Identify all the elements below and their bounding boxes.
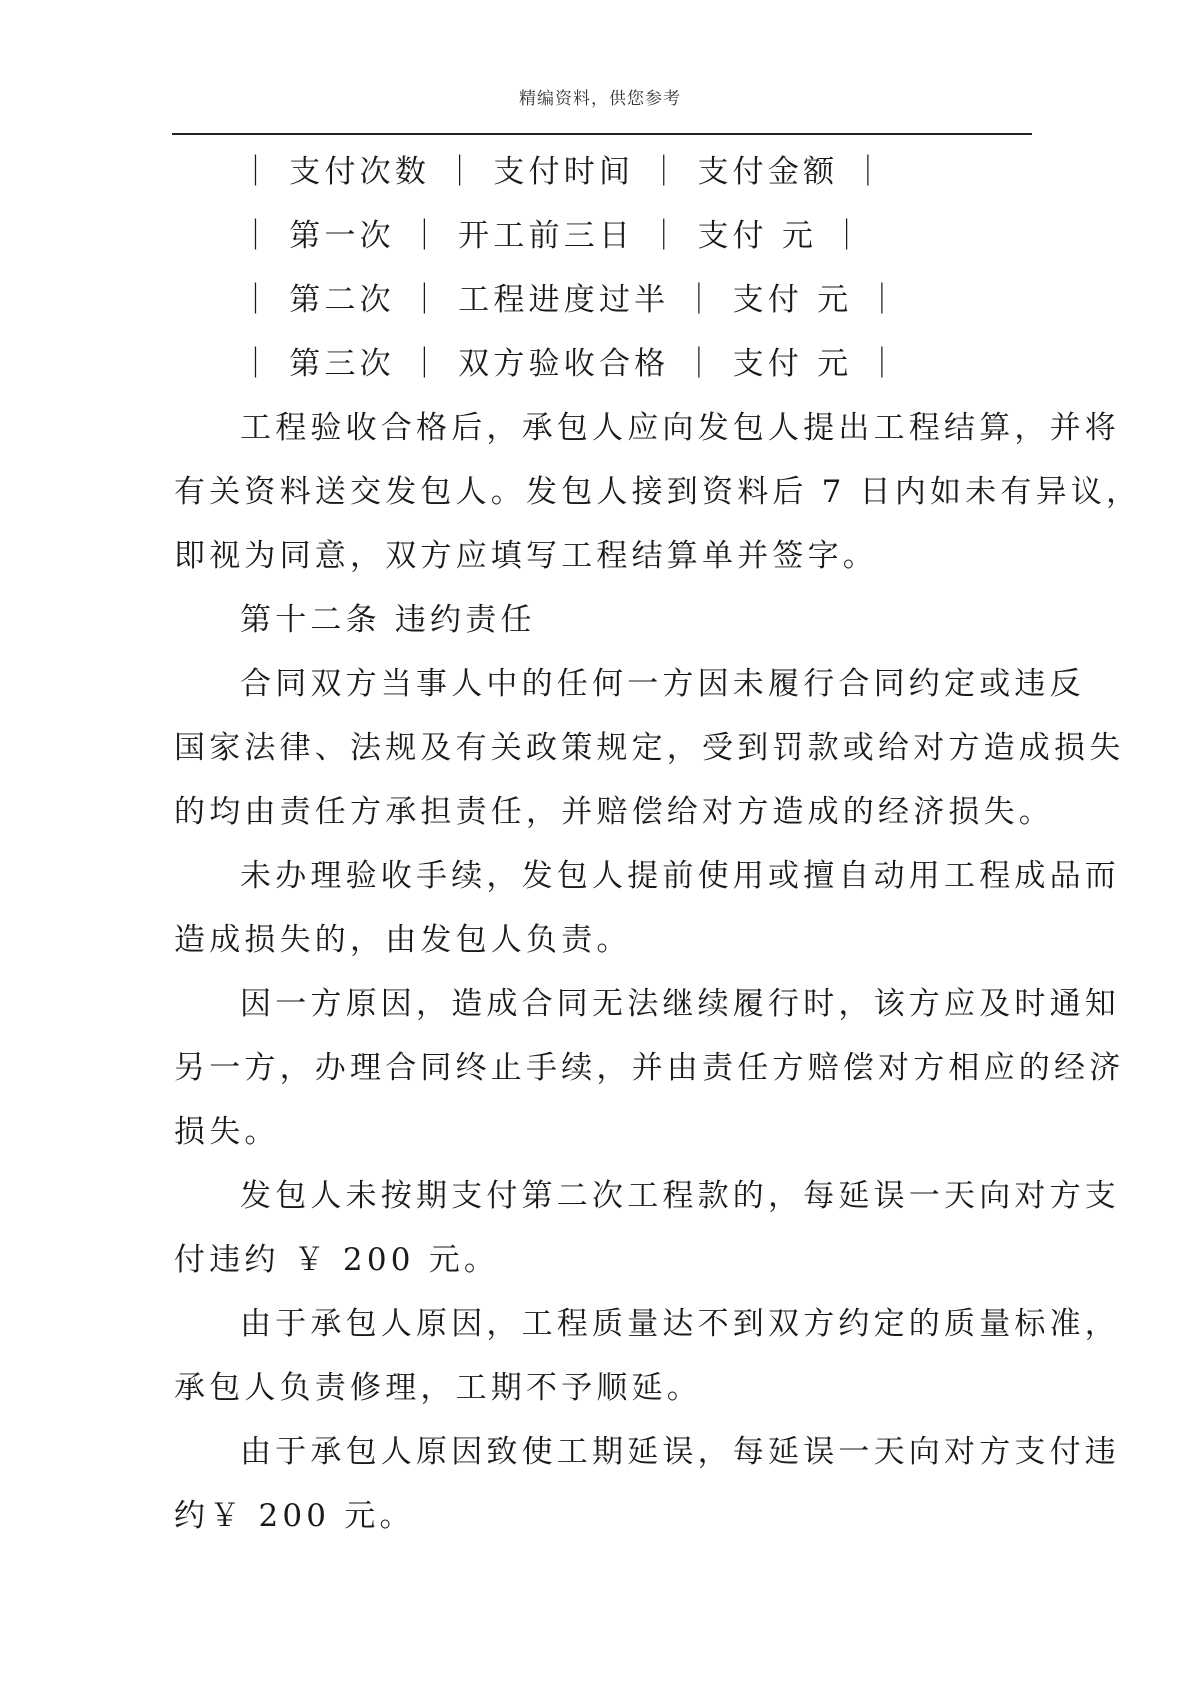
paragraph-line: 损失。 — [174, 1114, 280, 1150]
paragraph-unaccepted-use — [174, 844, 1120, 972]
paragraph-termination — [174, 972, 1125, 1164]
payment-table-row-third: ｜ 第三次 ｜ 双方验收合格 ｜ 支付 元 ｜ — [240, 346, 902, 382]
paragraph-line: 发包人未按期支付第二次工程款的，每延误一天向对方支 — [240, 1178, 1120, 1214]
paragraph-line: 即视为同意，双方应填写工程结算单并签字。 — [174, 538, 878, 574]
payment-table-header-row: ｜ 支付次数 ｜ 支付时间 ｜ 支付金额 ｜ — [240, 154, 888, 190]
paragraph-line: 的均由责任方承担责任，并赔偿给对方造成的经济损失。 — [174, 794, 1054, 830]
paragraph-delay — [174, 1420, 1120, 1548]
paragraph-line: 约￥ 200 元。 — [174, 1498, 415, 1534]
paragraph-line: 由于承包人原因致使工期延误，每延误一天向对方支付违 — [240, 1434, 1120, 1470]
paragraph-quality — [174, 1292, 1120, 1420]
header-divider — [172, 133, 1032, 135]
payment-table-row-first: ｜ 第一次 ｜ 开工前三日 ｜ 支付 元 ｜ — [240, 218, 867, 254]
section-heading: 第十二条 违约责任 — [240, 602, 536, 638]
paragraph-line: 工程验收合格后，承包人应向发包人提出工程结算，并将 — [240, 410, 1120, 446]
paragraph-line: 有关资料送交发包人。发包人接到资料后 7 日内如未有异议， — [174, 474, 1142, 510]
paragraph-line: 付违约 ￥ 200 元。 — [174, 1242, 500, 1278]
paragraph-line: 另一方，办理合同终止手续，并由责任方赔偿对方相应的经济 — [174, 1050, 1125, 1086]
page-header: 精编资料，供您参考 — [519, 89, 681, 109]
paragraph-late-payment — [174, 1164, 1120, 1292]
article-heading-breach — [174, 588, 1038, 652]
paragraph-liability — [174, 652, 1125, 844]
document-body — [174, 140, 1142, 1548]
payment-table-row-second: ｜ 第二次 ｜ 工程进度过半 ｜ 支付 元 ｜ — [240, 282, 902, 318]
paragraph-line: 国家法律、法规及有关政策规定，受到罚款或给对方造成损失 — [174, 730, 1125, 766]
paragraph-line: 由于承包人原因，工程质量达不到双方约定的质量标准， — [240, 1306, 1120, 1342]
paragraph-line: 因一方原因，造成合同无法继续履行时，该方应及时通知 — [240, 986, 1120, 1022]
paragraph-line: 合同双方当事人中的任何一方因未履行合同约定或违反 — [240, 666, 1085, 702]
paragraph-line: 承包人负责修理，工期不予顺延。 — [174, 1370, 702, 1406]
paragraph-settlement — [174, 396, 1142, 588]
paragraph-line: 未办理验收手续，发包人提前使用或擅自动用工程成品而 — [240, 858, 1120, 894]
paragraph-line: 造成损失的，由发包人负责。 — [174, 922, 632, 958]
